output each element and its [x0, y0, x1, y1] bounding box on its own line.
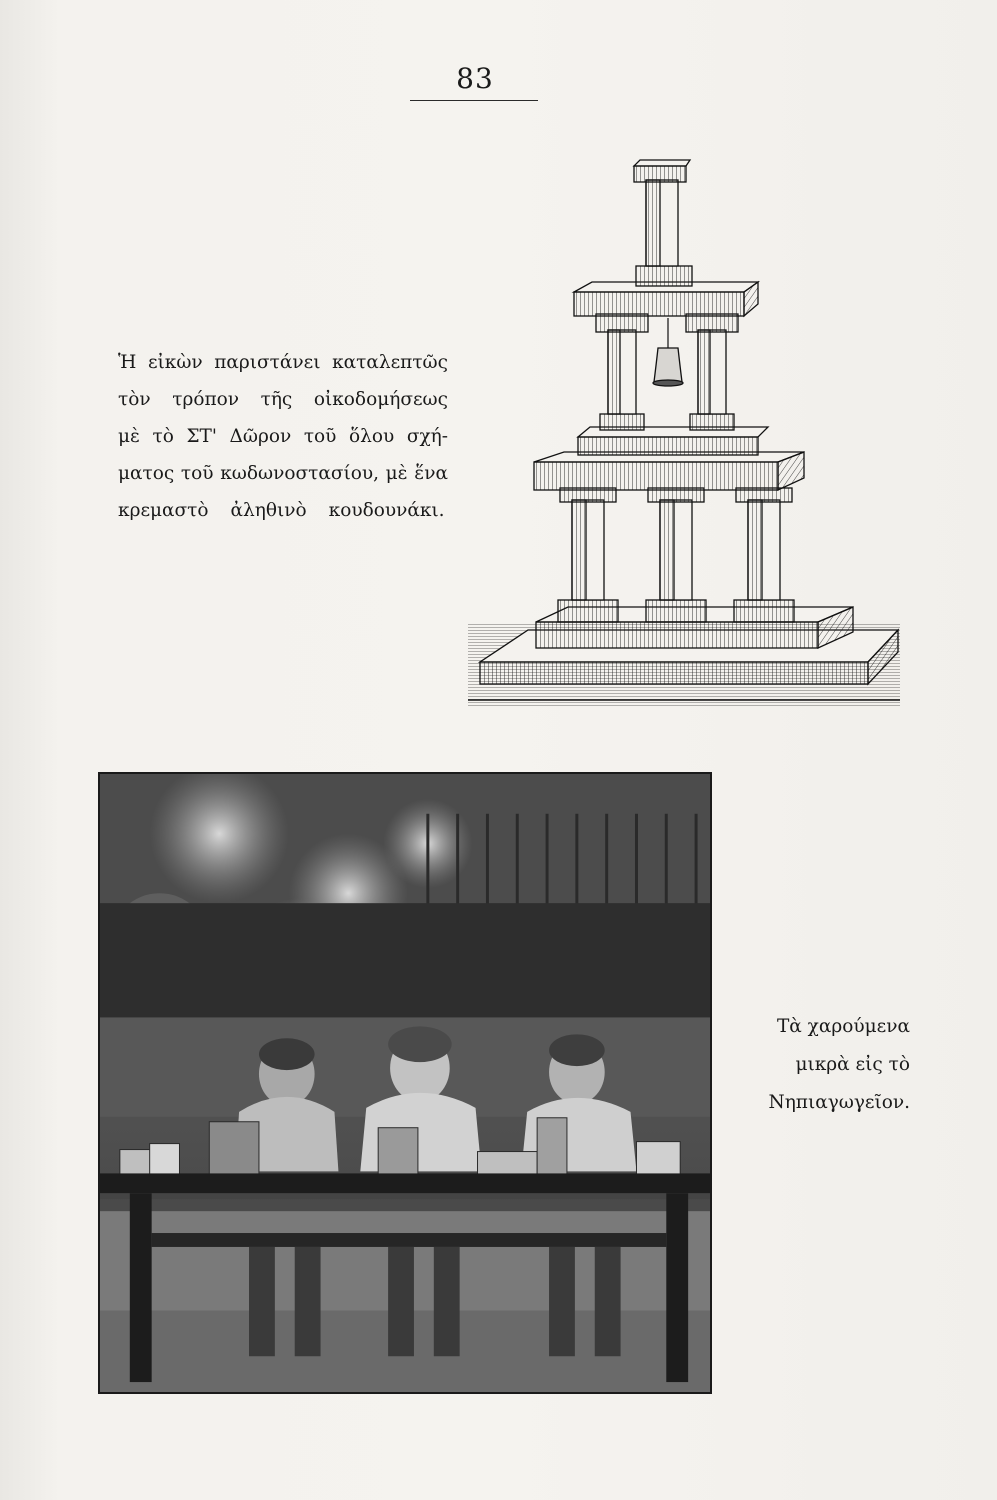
- caption-word: Δῶρον: [229, 426, 292, 447]
- caption-word: κρεμαστὸ: [118, 500, 209, 521]
- bell-tower-illustration: [468, 152, 900, 712]
- header-rule: [410, 100, 538, 101]
- caption-word: παριστάνει: [214, 352, 321, 373]
- caption-word: τὸ: [152, 426, 174, 447]
- caption-word: οἰκοδομήσεως: [313, 389, 448, 410]
- caption-word: κουδουνάκι.: [328, 500, 445, 521]
- caption-line: μικρὰ εἰς τὸ: [795, 1054, 910, 1075]
- caption-word: ἀληθινὸ: [230, 500, 307, 521]
- caption-happy-children: [748, 1008, 910, 1122]
- caption-line: [118, 418, 448, 455]
- caption-word: μὲ: [385, 463, 408, 484]
- caption-word: ματος: [118, 463, 175, 484]
- children-photograph: [98, 772, 712, 1394]
- caption-word: ΣΤ': [186, 426, 217, 447]
- caption-word: τρόπον: [172, 389, 239, 410]
- caption-word: τὸν: [118, 389, 151, 410]
- caption-line: [118, 381, 448, 418]
- caption-bell-tower: [118, 344, 448, 529]
- caption-word: εἰκὼν: [147, 352, 203, 373]
- caption-word: μὲ: [118, 426, 140, 447]
- caption-line: [118, 492, 448, 529]
- caption-line: [118, 455, 448, 492]
- caption-word: ὅλου: [349, 426, 395, 447]
- caption-word: Ἡ: [118, 352, 137, 373]
- caption-line: Νηπιαγωγεῖον.: [768, 1092, 910, 1113]
- caption-word: τοῦ: [303, 426, 337, 447]
- caption-word: ἕνα: [414, 463, 448, 484]
- caption-word: σχή-: [406, 426, 448, 447]
- caption-line: Τὰ χαρούμενα: [776, 1016, 910, 1037]
- caption-line: [118, 344, 448, 381]
- page-number: 83: [456, 62, 494, 95]
- caption-word: κωδωνοστασίου,: [220, 463, 379, 484]
- caption-word: τοῦ: [180, 463, 214, 484]
- caption-word: τῆς: [260, 389, 293, 410]
- caption-word: καταλεπτῶς: [332, 352, 448, 373]
